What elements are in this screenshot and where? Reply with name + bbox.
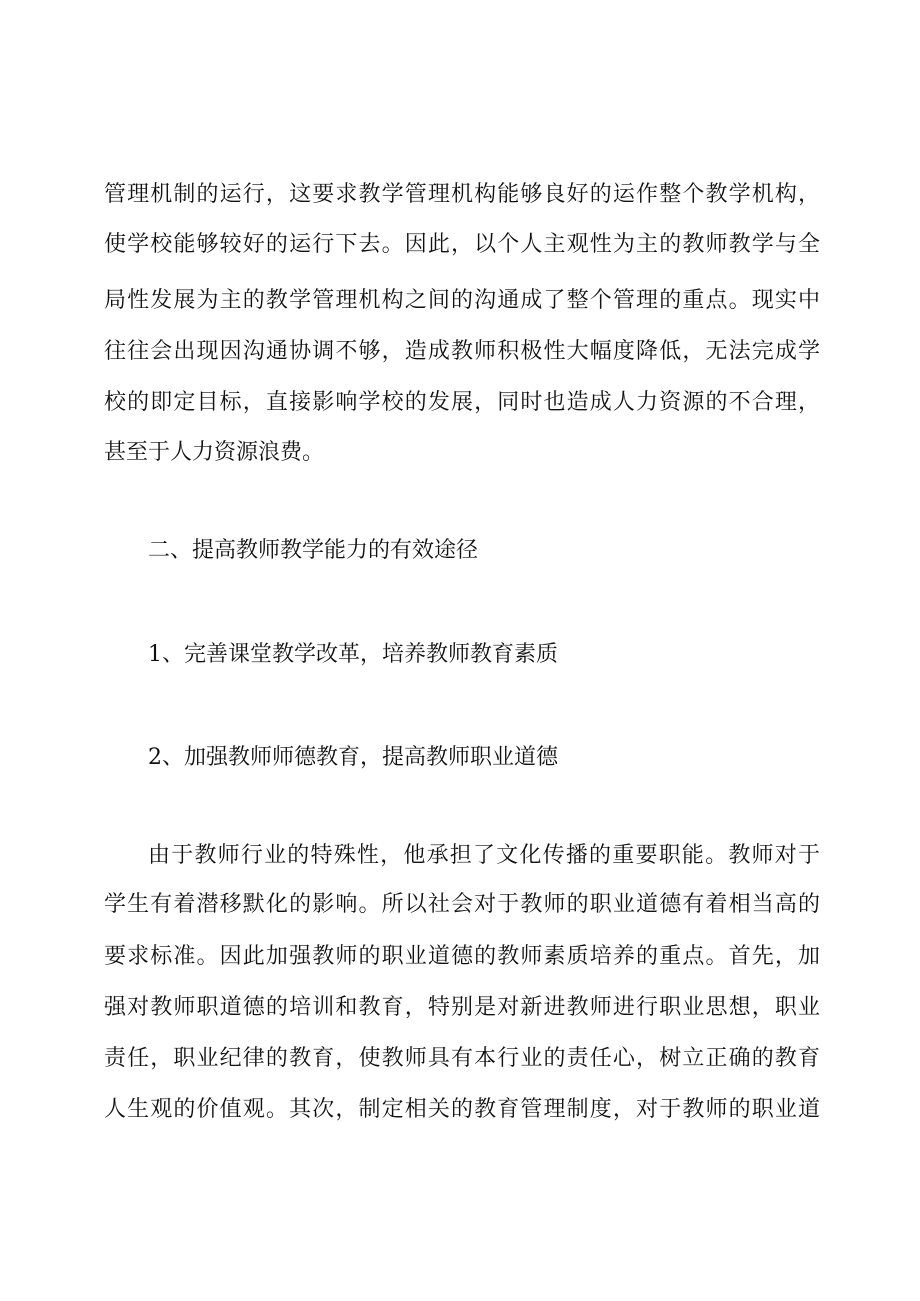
paragraph-1-line-5: 校的即定目标，直接影响学校的发展，同时也造成人力资源的不合理， [104, 390, 820, 415]
subheading-1: 1、完善课堂教学改革，培养教师教育素质 [148, 642, 558, 667]
paragraph-1-line-6: 甚至于人力资源浪费。 [104, 440, 325, 465]
paragraph-2-line-5: 责任，职业纪律的教育，使教师具有本行业的责任心，树立正确的教育 [104, 1046, 820, 1071]
paragraph-2-line-3: 要求标准。因此加强教师的职业道德的教师素质培养的重点。首先，加 [104, 944, 820, 969]
paragraph-2-line-4: 强对教师职道德的培训和教育，特别是对新进教师进行职业思想，职业 [104, 995, 820, 1020]
paragraph-1-line-3: 局性发展为主的教学管理机构之间的沟通成了整个管理的重点。现实中 [104, 288, 820, 313]
section-heading: 二、提高教师教学能力的有效途径 [148, 538, 479, 563]
subheading-2: 2、加强教师师德教育，提高教师职业道德 [148, 745, 558, 770]
paragraph-1-line-1: 管理机制的运行，这要求教学管理机构能够良好的运作整个教学机构， [104, 182, 820, 207]
paragraph-1-line-4: 往往会出现因沟通协调不够，造成教师积极性大幅度降低，无法完成学 [104, 339, 820, 364]
paragraph-2-line-1: 由于教师行业的特殊性，他承担了文化传播的重要职能。教师对于 [148, 843, 820, 868]
paragraph-2-line-6: 人生观的价值观。其次，制定相关的教育管理制度，对于教师的职业道 [104, 1097, 820, 1122]
paragraph-1-line-2: 使学校能够较好的运行下去。因此，以个人主观性为主的教师教学与全 [104, 232, 820, 257]
paragraph-2-line-2: 学生有着潜移默化的影响。所以社会对于教师的职业道德有着相当高的 [104, 892, 820, 917]
